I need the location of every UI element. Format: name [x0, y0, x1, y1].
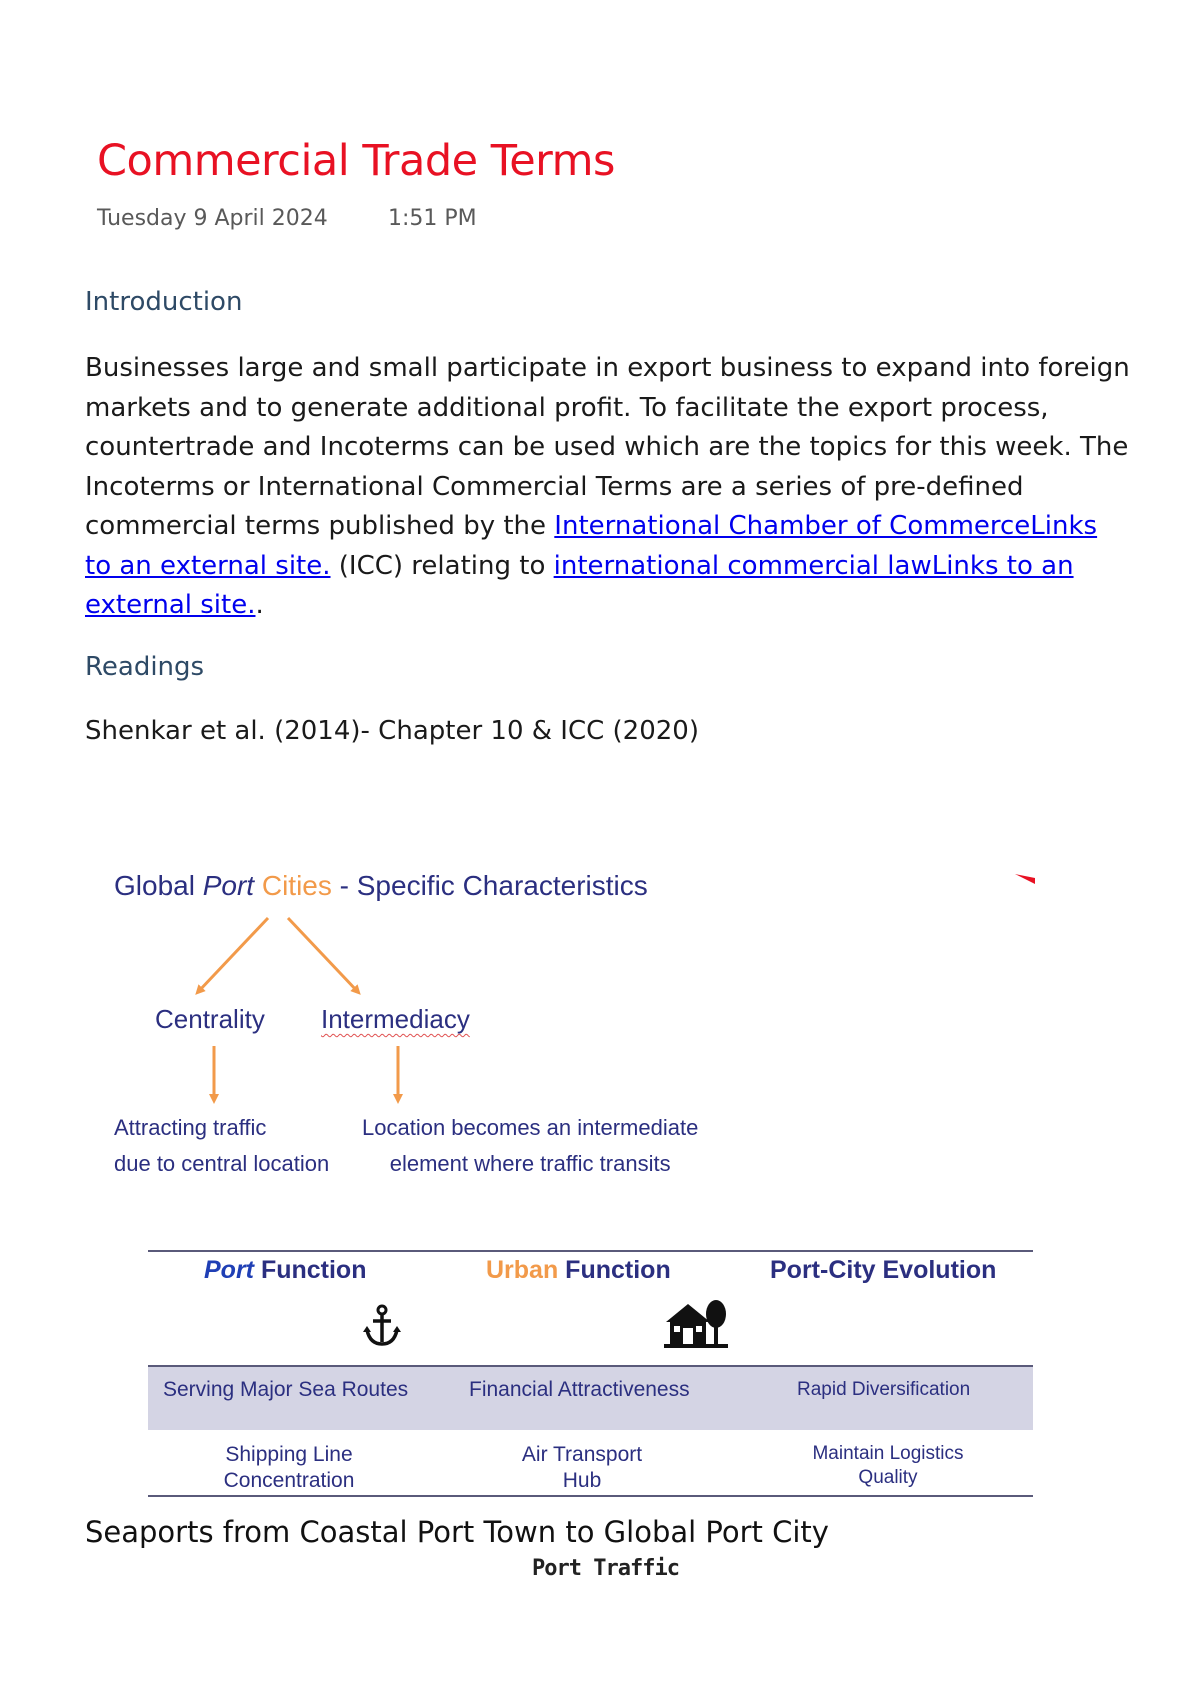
- arrow-to-centrality: [198, 918, 268, 992]
- diagram-title: [114, 870, 648, 902]
- page-title: Commercial Trade Terms: [97, 136, 615, 186]
- anchor-icon: [362, 1304, 402, 1348]
- port-traffic-label: Port Traffic: [532, 1556, 679, 1581]
- introduction-paragraph: [85, 349, 1130, 626]
- readings-text: Shenkar et al. (2014)- Chapter 10 & ICC (2020): [85, 716, 699, 746]
- desc-centrality-line2: due to central location: [114, 1151, 330, 1176]
- commercial-law-link[interactable]: international commercial lawLinks to an external site.: [85, 550, 1074, 620]
- cell-rapid-diversification: Rapid Diversification: [797, 1379, 971, 1400]
- page-time: 1:51 PM: [388, 206, 477, 231]
- cell-maintain-logistics: [800, 1442, 976, 1490]
- cell-serving-major-sea-routes: Serving Major Sea Routes: [163, 1378, 409, 1401]
- readings-heading: Readings: [85, 652, 205, 682]
- house-tree-icon: [664, 1298, 728, 1348]
- col-header-urban-rest: Function: [558, 1256, 671, 1284]
- intro-text-3: .: [255, 590, 264, 620]
- diagram-title-part1: Global: [114, 870, 203, 901]
- intro-text-2: (ICC) relating to: [330, 550, 554, 581]
- introduction-heading: Introduction: [85, 287, 243, 317]
- desc-centrality: [114, 1110, 329, 1182]
- diagram-title-port: Port: [202, 870, 255, 901]
- cell-air-transport-2: Hub: [562, 1469, 602, 1492]
- table-top-rule: [148, 1250, 1033, 1252]
- icc-link[interactable]: International Chamber of CommerceLinks to an external site.: [85, 511, 1098, 581]
- desc-centrality-line1: Attracting traffic: [114, 1115, 267, 1140]
- cell-financial-attractiveness: Financial Attractiveness: [469, 1378, 690, 1401]
- node-intermediacy: Intermediacy: [321, 1004, 470, 1034]
- cell-air-transport: [510, 1442, 654, 1494]
- col-header-port-city-evolution: Port-City Evolution: [770, 1256, 997, 1284]
- arrow-to-intermediacy: [288, 918, 358, 992]
- desc-intermediacy-line1: Location becomes an intermediate: [362, 1115, 699, 1140]
- col-header-port-function: [204, 1256, 366, 1285]
- col-header-port-rest: Function: [254, 1256, 367, 1284]
- cell-maintain-logistics-1: Maintain Logistics: [812, 1443, 964, 1464]
- diagram-title-part2: - Specific Characteristics: [331, 870, 648, 901]
- desc-intermediacy: [362, 1110, 698, 1182]
- caption: Seaports from Coastal Port Town to Global Port City: [85, 1515, 829, 1549]
- cell-maintain-logistics-2: Quality: [858, 1467, 918, 1488]
- col-header-urban-function: [486, 1256, 671, 1285]
- diagram-title-cities: Cities: [254, 870, 332, 901]
- cell-air-transport-1: Air Transport: [521, 1443, 643, 1466]
- cell-shipping-line-2: Concentration: [223, 1469, 355, 1492]
- node-centrality: Centrality: [155, 1004, 265, 1034]
- desc-intermediacy-line2: element where traffic transits: [389, 1151, 671, 1176]
- cell-shipping-line-1: Shipping Line: [225, 1443, 353, 1466]
- col-header-urban-em: Urban: [486, 1256, 559, 1284]
- cell-shipping-line: [222, 1442, 356, 1494]
- red-corner-mark: [1015, 874, 1035, 884]
- intro-text-1: Businesses large and small participate in export business to expand into foreign markets and to generate additional profit. To facilitate the export process, countertrade and Incoterms can be used which are the topics for this week. The Incoterms or International Commercial Terms are a series of pre-defined commercial terms published by the: [85, 353, 1130, 541]
- table-bottom-rule: [148, 1495, 1033, 1497]
- col-header-port-em: Port: [204, 1256, 254, 1284]
- page-date: Tuesday 9 April 2024: [97, 206, 328, 231]
